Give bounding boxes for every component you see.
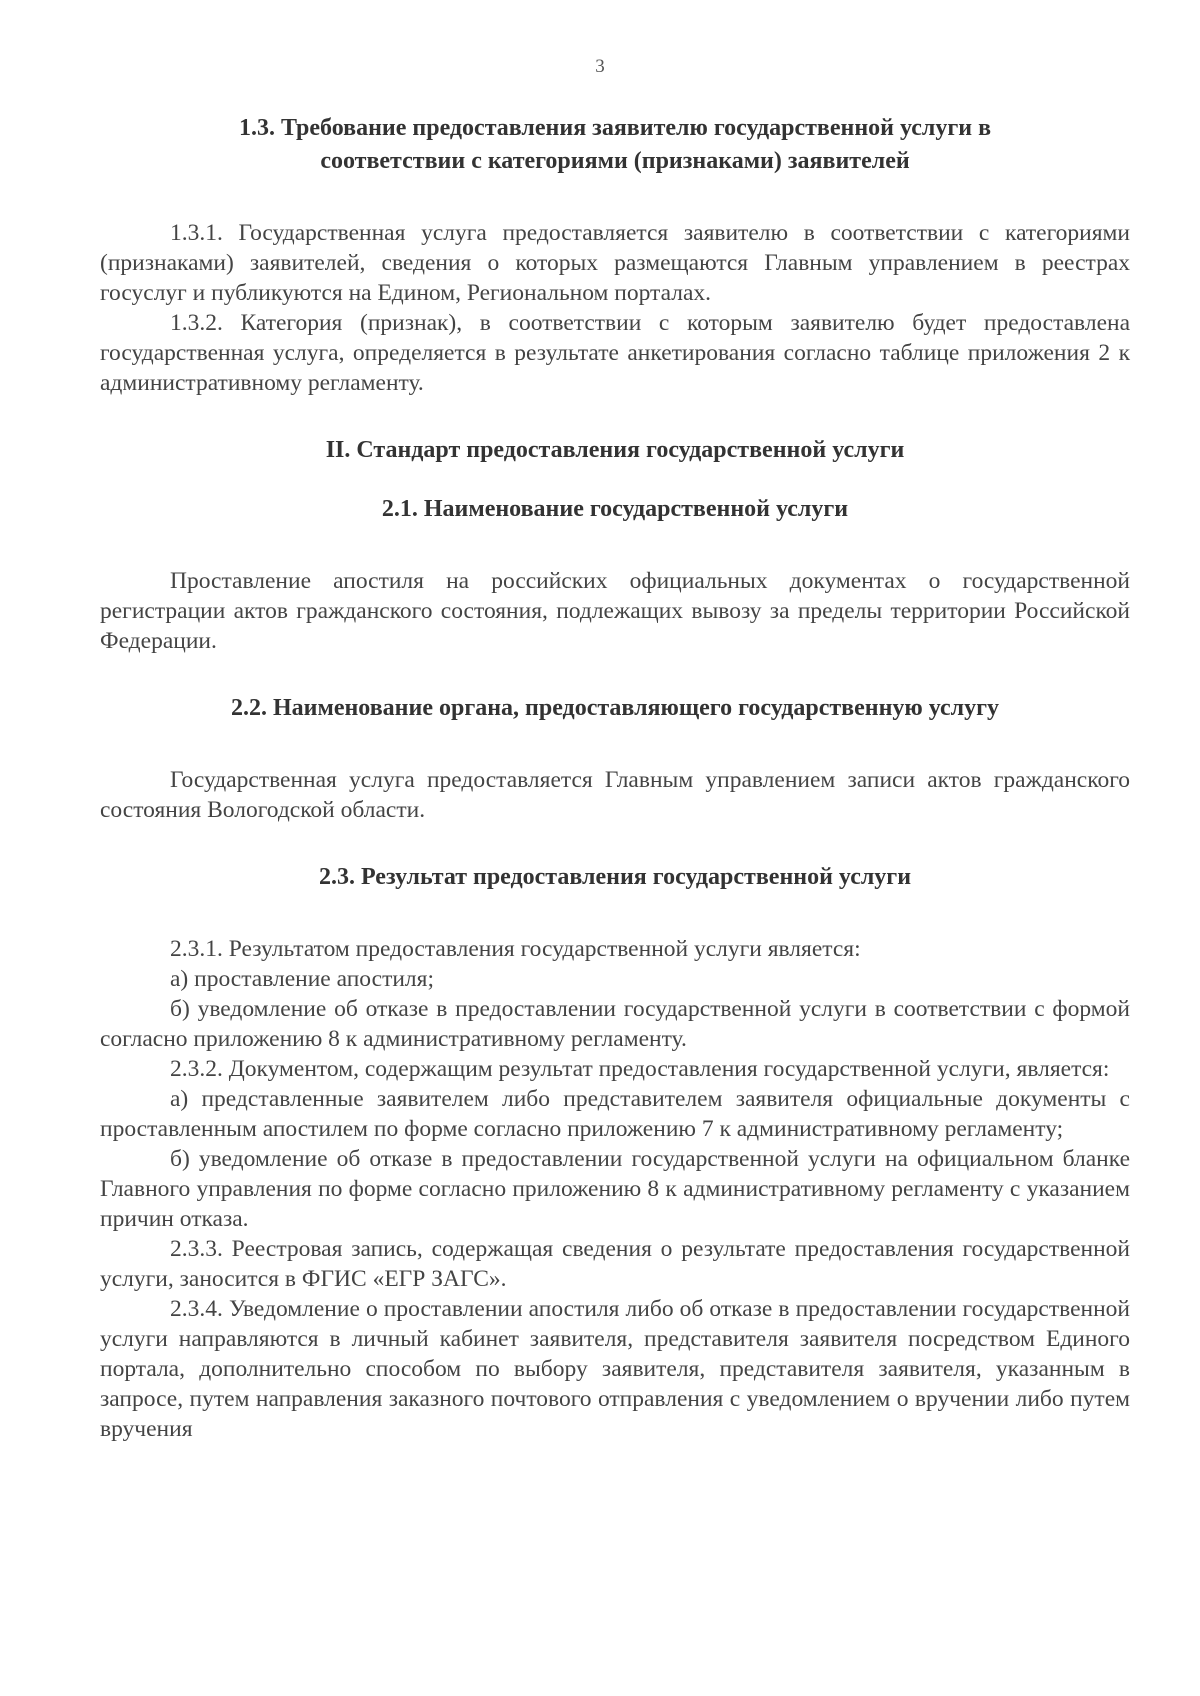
paragraph-2-3-2-b: б) уведомление об отказе в предоставлении государственной услуги на официальном бланке Главного управления по форме согласно приложению 8 к административному регламенту с указанием причин отказа. [100,1146,1130,1232]
section-2 [100,434,1130,467]
paragraph-2-1: Проставление апостиля на российских официальных документах о государственной регистрации актов гражданского состояния, подлежащих вывозу за пределы территории Российской Федерации. [100,568,1130,654]
paragraph-2-3-4: 2.3.4. Уведомление о проставлении апостиля либо об отказе в предоставлении государственной услуги направляются в личный кабинет заявителя, представителя заявителя посредством Единого портала, дополнительно способом по выбору заявителя, представителя заявителя, указанным в запросе, путем направления заказного почтового отправления с уведомлением о вручении либо путем вручения [100,1296,1130,1442]
paragraph-2-3-1-a: а) проставление апостиля; [170,966,434,992]
paragraph-2-3-1-b: б) уведомление об отказе в предоставлении государственной услуги в соответствии с формой согласно приложению 8 к административному регламенту. [100,996,1130,1052]
section-2-3 [100,861,1130,1444]
section-2-2-heading: 2.2. Наименование органа, предоставляющего государственную услугу [230,695,1000,721]
section-1-3-heading-line1: 1.3. Требование предоставления заявителю государственной услуги в [238,115,992,141]
section-2-3-heading: 2.3. Результат предоставления государственной услуги [318,864,912,890]
paragraph-2-3-1: 2.3.1. Результатом предоставления государственной услуги является: [170,936,861,962]
paragraph-2-3-3: 2.3.3. Реестровая запись, содержащая сведения о результате предоставления государственной услуги, заносится в ФГИС «ЕГР ЗАГС». [100,1236,1130,1292]
page-number: 3 [595,56,605,77]
paragraph-1-3-2: 1.3.2. Категория (признак), в соответствии с которым заявителю будет предоставлена государственная услуга, определяется в результате анкетирования согласно таблице приложения 2 к административному регламенту. [100,310,1130,396]
paragraph-1-3-1: 1.3.1. Государственная услуга предоставляется заявителю в соответствии с категориями (признаками) заявителей, сведения о которых размещаются Главным управлением в реестрах госуслуг и публикуются на Едином, Региональном порталах. [100,220,1130,306]
section-1-3-heading-line2: соответствии с категориями (признаками) заявителей [320,148,910,174]
section-2-2 [100,692,1130,825]
chapter-2-heading: II. Стандарт предоставления государственной услуги [325,437,905,463]
section-1-3 [100,112,1130,398]
paragraph-2-2: Государственная услуга предоставляется Главным управлением записи актов гражданского состояния Вологодской области. [100,767,1130,823]
paragraph-2-3-2-a: а) представленные заявителем либо представителем заявителя официальные документы с проставленным апостилем по форме согласно приложению 7 к административному регламенту; [100,1086,1130,1142]
section-2-1-heading: 2.1. Наименование государственной услуги [381,496,849,522]
paragraph-2-3-2: 2.3.2. Документом, содержащим результат предоставления государственной услуги, является: [170,1056,1110,1082]
section-2-1 [100,493,1130,656]
document-body [100,112,1130,1444]
